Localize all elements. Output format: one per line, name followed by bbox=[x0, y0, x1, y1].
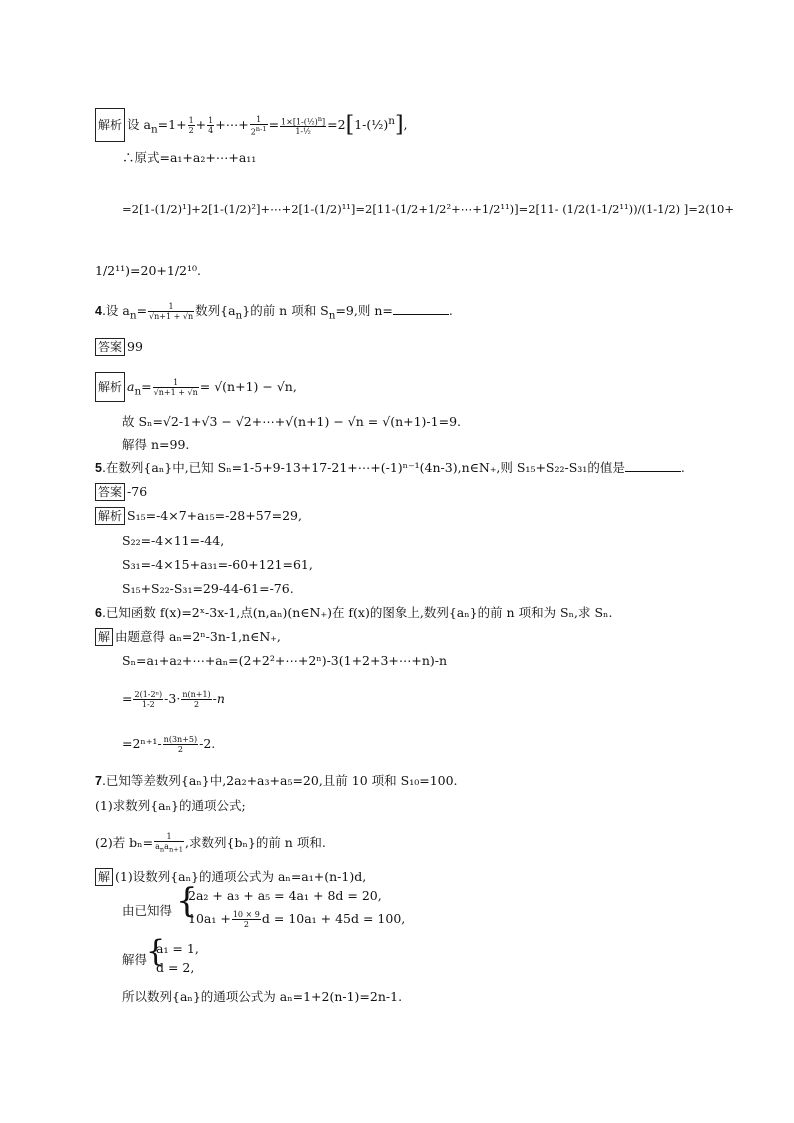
question-5-solution-1: 解析 S₁₅=-4×7+a₁₅=-28+57=29, bbox=[95, 507, 302, 525]
question-7-stem: 7.已知等差数列{aₙ}中,2a₂+a₃+a₅=20,且前 10 项和 S₁₀=100. bbox=[95, 773, 458, 788]
question-5-solution-3: S₃₁=-4×15+a₃₁=-60+121=61, bbox=[122, 557, 313, 572]
question-7-system-label: 由已知得 bbox=[122, 903, 173, 918]
question-7-solve-label: 解得 bbox=[122, 952, 148, 967]
answer-blank bbox=[625, 459, 681, 472]
question-5-answer: 答案 -76 bbox=[95, 483, 147, 501]
question-7-system-eq-2: 10a₁ + $\frac{10 \times 9}{2}$ d = 10a₁ + 45d = 100, bbox=[188, 910, 406, 929]
question-4-answer: 答案 99 bbox=[95, 338, 143, 356]
question-7-part-2: (2)若 bₙ= $\frac{1}{a_na_{n+1}}$ ,求数列{bₙ}的前 n 项和. bbox=[95, 832, 326, 854]
question-6-solution-1: 解 由题意得 aₙ=2ⁿ-3n-1,n∈N₊, bbox=[95, 628, 281, 646]
question-6-solution-4: =2ⁿ⁺¹- $\frac{n(3n+5)}{2}$ -2. bbox=[122, 735, 216, 754]
solution-tag: 解析 bbox=[95, 108, 125, 142]
question-7-solution-1: 解 (1)设数列{aₙ}的通项公式为 aₙ=a₁+(n-1)d, bbox=[95, 868, 366, 886]
solution-tag: 解析 bbox=[95, 507, 125, 525]
answer-tag: 答案 bbox=[95, 338, 125, 356]
answer-tag: 答案 bbox=[95, 483, 125, 501]
question-6-solution-2: Sₙ=a₁+a₂+⋯+aₙ=(2+2²+⋯+2ⁿ)-3(1+2+3+⋯+n)-n bbox=[122, 653, 448, 668]
solution-line-2: ∴原式=a₁+a₂+⋯+a₁₁ bbox=[122, 150, 257, 165]
question-6-solution-3: = $\frac{\text{2(1-2ⁿ)}}{1-2}$ -3· $\frac{n(n+1)}{2}$ -n bbox=[122, 690, 225, 709]
question-7-solution-4: 所以数列{aₙ}的通项公式为 aₙ=1+2(n-1)=2n-1. bbox=[122, 989, 403, 1004]
solution-line-1: 解析 设 $a_n=1+$ $\frac{1}{2}$ + $\frac{1}{4}$ +⋯+ $\frac{1}{2^{n-1}}$ = $\frac{1\times[1-(\frac{1}{2})^n]}{\text{1-½}}$ =2[1-(½)$^n$], bbox=[95, 108, 408, 142]
question-5-solution-4: S₁₅+S₂₂-S₃₁=29-44-61=-76. bbox=[122, 581, 294, 596]
solution-line-3: =2[1-(1/2)¹]+2[1-(1/2)²]+⋯+2[1-(1/2)¹¹]=2[11-(1/2+1/2²+⋯+1/2¹¹)]=2[11- (1/2(1-1/2¹¹))/(1-1/2) ]=2(10+ bbox=[122, 202, 734, 216]
question-5-solution-2: S₂₂=-4×11=-44, bbox=[122, 533, 225, 548]
question-7-solve-eq-1: a₁ = 1, bbox=[156, 941, 199, 956]
question-7-system-eq-1: 2a₂ + a₃ + a₅ = 4a₁ + 8d = 20, bbox=[188, 888, 382, 903]
question-4-stem: 4.设 $a_n=$ $\frac{1}{√n+1 + √n}$ 数列$\{a_n\}$的前 n 项和 $S_n=9$,则 n= . bbox=[95, 302, 453, 322]
question-6-stem: 6.已知函数 f(x)=2ˣ-3x-1,点(n,aₙ)(n∈N₊)在 f(x)的图象上,数列{aₙ}的前 n 项和为 Sₙ,求 Sₙ. bbox=[95, 605, 613, 620]
left-brace: { bbox=[146, 934, 166, 969]
question-5-stem: 5.在数列{aₙ}中,已知 Sₙ=1-5+9-13+17-21+⋯+(-1)ⁿ⁻¹(4n-3),n∈N₊,则 S₁₅+S₂₂-S₃₁的值是 . bbox=[95, 460, 685, 475]
question-7-part-1: (1)求数列{aₙ}的通项公式; bbox=[95, 798, 246, 813]
solution-line-4: 1/2¹¹)=20+1/2¹⁰. bbox=[95, 263, 201, 278]
question-4-solution-1: 解析 $a_n=$ $\frac{1}{√n+1 + √n}$ = √(n+1) − √n, bbox=[95, 372, 297, 402]
question-7-solve-eq-2: d = 2, bbox=[156, 960, 195, 975]
left-brace: { bbox=[176, 881, 198, 921]
question-4-solution-2: 故 Sₙ=√2-1+√3 − √2+⋯+√(n+1) − √n = √(n+1)-1=9. bbox=[122, 414, 462, 429]
solution-tag: 解 bbox=[95, 628, 113, 646]
answer-blank bbox=[393, 302, 449, 315]
solution-tag: 解析 bbox=[95, 372, 125, 402]
question-4-solution-3: 解得 n=99. bbox=[122, 437, 190, 452]
solution-tag: 解 bbox=[95, 868, 113, 886]
